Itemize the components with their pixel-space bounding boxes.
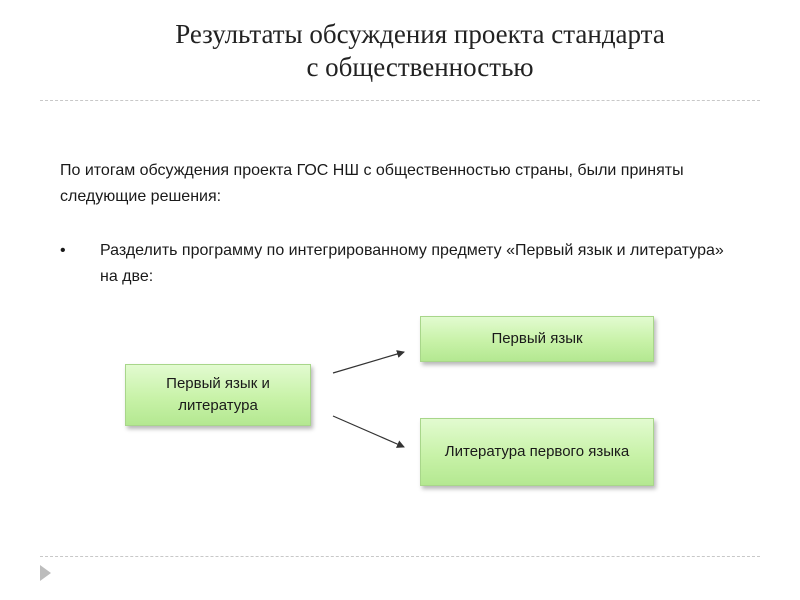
bottom-divider: [40, 556, 760, 557]
bullet-marker: •: [60, 242, 66, 259]
arrow-to-first-language: [333, 352, 404, 373]
source-subject-box: Первый язык и литература: [125, 364, 311, 426]
slide-title-line-2: с общественностью: [306, 52, 534, 82]
play-triangle-icon[interactable]: [40, 565, 51, 581]
bullet-text: Разделить программу по интегрированному предмету «Первый язык и литература» на две:: [100, 242, 724, 285]
intro-paragraph: По итогам обсуждения проекта ГОС НШ с общественностью страны, были приняты следующие решения:: [60, 162, 684, 205]
arrow-to-literature: [333, 416, 404, 447]
slide-title-line-1: Результаты обсуждения проекта стандарта: [175, 19, 665, 49]
first-language-box: Первый язык: [420, 316, 654, 362]
literature-box: Литература первого языка: [420, 418, 654, 486]
